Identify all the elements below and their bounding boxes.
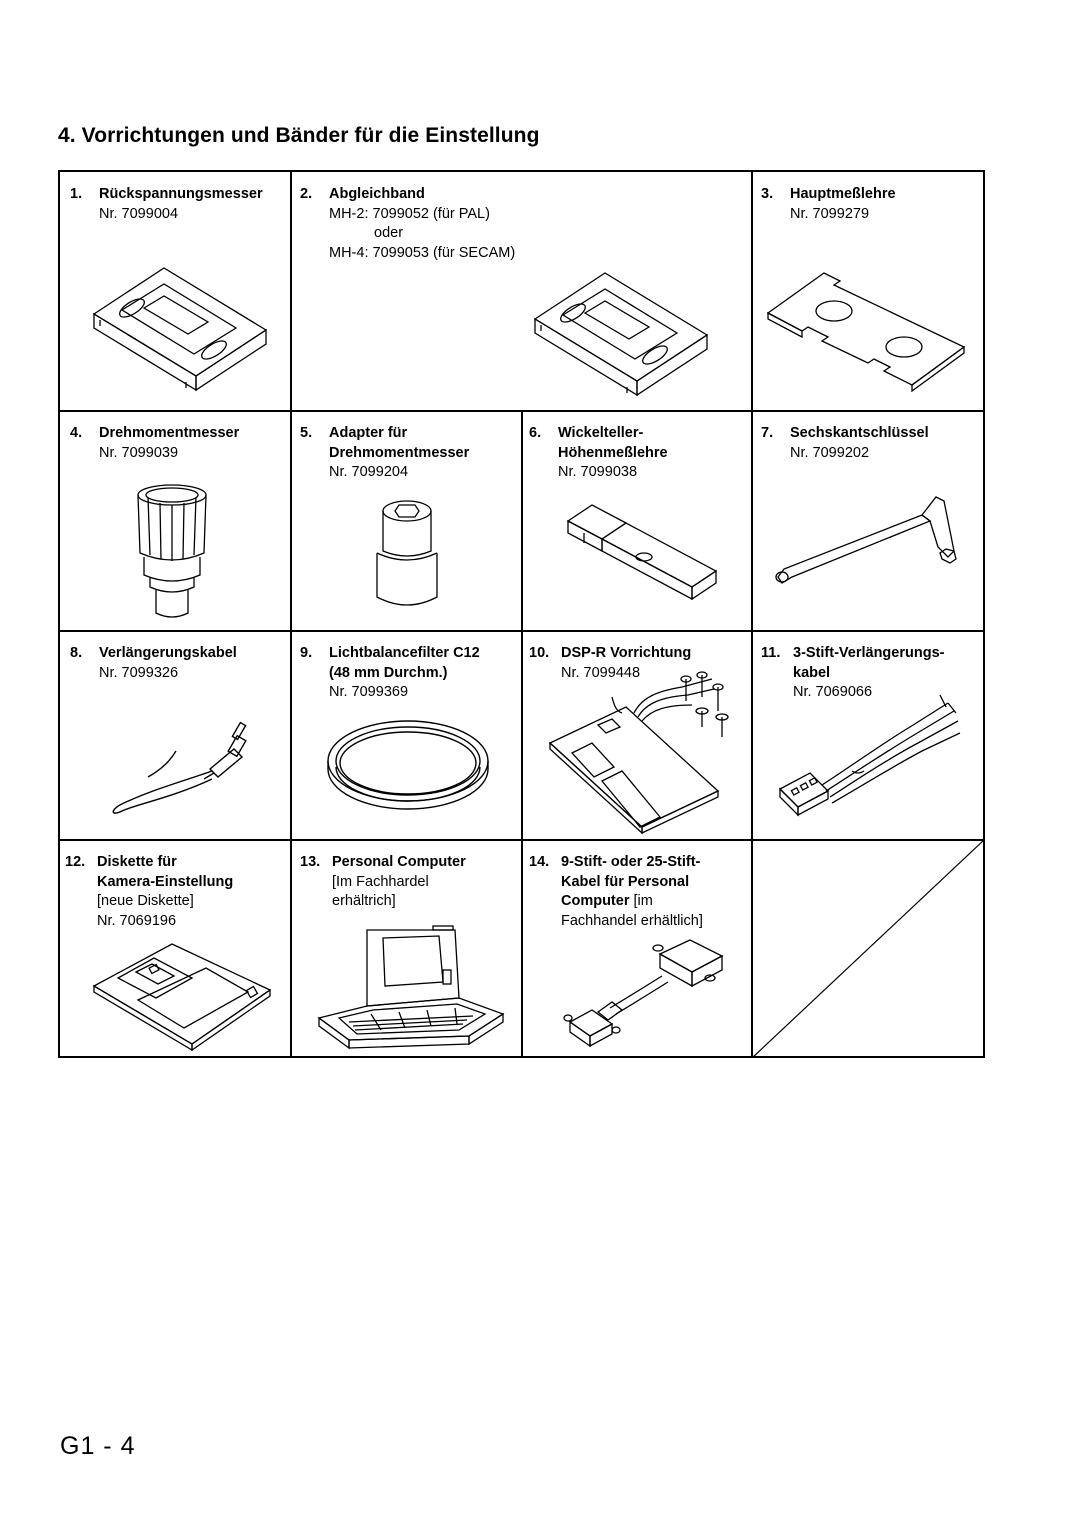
tool-cell-7: [752, 411, 985, 630]
item-name: Kabel für Personal: [561, 873, 690, 890]
extension-cable-icon: [104, 705, 264, 820]
item-name: Verlängerungskabel: [99, 645, 237, 661]
tool-cell-3: [752, 172, 985, 410]
item-name: Computer: [561, 893, 630, 909]
serial-cable-icon: [550, 938, 730, 1053]
item-detail: [Im Fachhardel: [332, 873, 429, 890]
item-detail: oder: [374, 225, 404, 241]
item-part-number: Nr. 7099369: [329, 684, 409, 700]
item-name: DSP-R Vorrichtung: [561, 645, 692, 661]
item-number: 1.: [70, 186, 83, 202]
item-part-number: Nr. 7069196: [97, 912, 177, 929]
item-part-number: Nr. 7099448: [561, 664, 641, 681]
tool-cell-2: [291, 172, 751, 410]
item-number: 2.: [300, 186, 313, 202]
item-detail: erhältrich]: [332, 893, 396, 909]
item-name: Drehmomentmesser: [99, 425, 240, 441]
video-cassette-icon: [527, 267, 717, 407]
item-part-number: Nr. 7099279: [790, 205, 870, 222]
tool-cell-5: [291, 411, 521, 630]
item-name: Wickelteller-: [558, 425, 644, 441]
floppy-disk-icon: [88, 938, 278, 1058]
circuit-board-icon: [542, 667, 742, 842]
item-number: 10.: [529, 645, 550, 661]
item-number: 7.: [761, 425, 774, 441]
item-name: Hauptmeßlehre: [790, 186, 896, 202]
empty-cell-diagonal: [752, 840, 985, 1058]
item-detail: [im: [629, 893, 653, 909]
item-name: Diskette für: [97, 854, 177, 870]
laptop-icon: [309, 924, 509, 1059]
item-number: 5.: [300, 425, 313, 441]
tool-cell-9: [291, 631, 521, 839]
item-part-number: Nr. 7099204: [329, 464, 409, 480]
item-number: 8.: [70, 645, 83, 661]
tool-cell-8: [60, 631, 290, 839]
gauge-plate-icon: [764, 267, 974, 397]
three-pin-cable-icon: [770, 681, 970, 826]
tool-cell-13: [291, 840, 521, 1058]
item-name: Abgleichband: [329, 186, 425, 202]
item-number: 9.: [300, 645, 313, 661]
tool-cell-6: [522, 411, 751, 630]
page-footer: G1 - 4: [60, 1432, 136, 1460]
item-name: Sechskantschlüssel: [790, 425, 929, 441]
item-name: Lichtbalancefilter C12: [329, 645, 480, 661]
item-name: 9-Stift- oder 25-Stift-: [561, 854, 701, 870]
video-cassette-icon: [86, 262, 276, 402]
item-name: Drehmomentmesser: [329, 444, 470, 461]
item-name: Adapter für: [329, 425, 408, 441]
item-part-number: Nr. 7099039: [99, 444, 179, 461]
item-detail: [neue Diskette]: [97, 893, 194, 909]
page-title: 4. Vorrichtungen und Bänder für die Einstellung: [58, 124, 540, 147]
item-number: 6.: [529, 425, 542, 441]
item-part-number: Nr. 7099202: [790, 444, 870, 461]
item-number: 4.: [70, 425, 83, 441]
item-part-number: MH-4: 7099053 (für SECAM): [329, 244, 516, 261]
item-detail: Fachhandel erhältlich]: [561, 912, 703, 929]
tool-cell-11: [752, 631, 985, 839]
hex-key-icon: [772, 491, 962, 596]
tool-cell-14: [522, 840, 751, 1058]
item-name: Höhenmeßlehre: [558, 444, 668, 461]
item-name: Rückspannungsmesser: [99, 186, 263, 202]
item-number: 11.: [761, 645, 781, 661]
tool-cell-4: [60, 411, 290, 630]
item-part-number: Nr. 7069066: [793, 684, 873, 700]
torque-meter-icon: [124, 483, 224, 628]
item-part-number: MH-2: 7099052 (für PAL): [329, 205, 490, 222]
item-number: 13.: [300, 854, 321, 870]
item-number: 12.: [65, 854, 86, 870]
item-name: Kamera-Einstellung: [97, 873, 234, 890]
tool-cell-10: [522, 631, 751, 839]
item-name: (48 mm Durchm.): [329, 664, 448, 681]
item-name: kabel: [793, 664, 831, 681]
tool-grid: [58, 170, 985, 1058]
item-part-number: Nr. 7099038: [558, 464, 638, 480]
tool-cell-1: [60, 172, 290, 410]
item-name: Personal Computer: [332, 854, 466, 870]
height-gauge-icon: [562, 499, 722, 614]
item-part-number: Nr. 7099326: [99, 664, 179, 681]
filter-ring-icon: [323, 717, 493, 822]
item-number: 3.: [761, 186, 774, 202]
item-name: 3-Stift-Verlängerungs-: [793, 645, 945, 661]
tool-cell-12: [60, 840, 290, 1058]
item-number: 14.: [529, 854, 550, 870]
item-part-number: Nr. 7099004: [99, 205, 179, 222]
adapter-icon: [369, 497, 449, 622]
